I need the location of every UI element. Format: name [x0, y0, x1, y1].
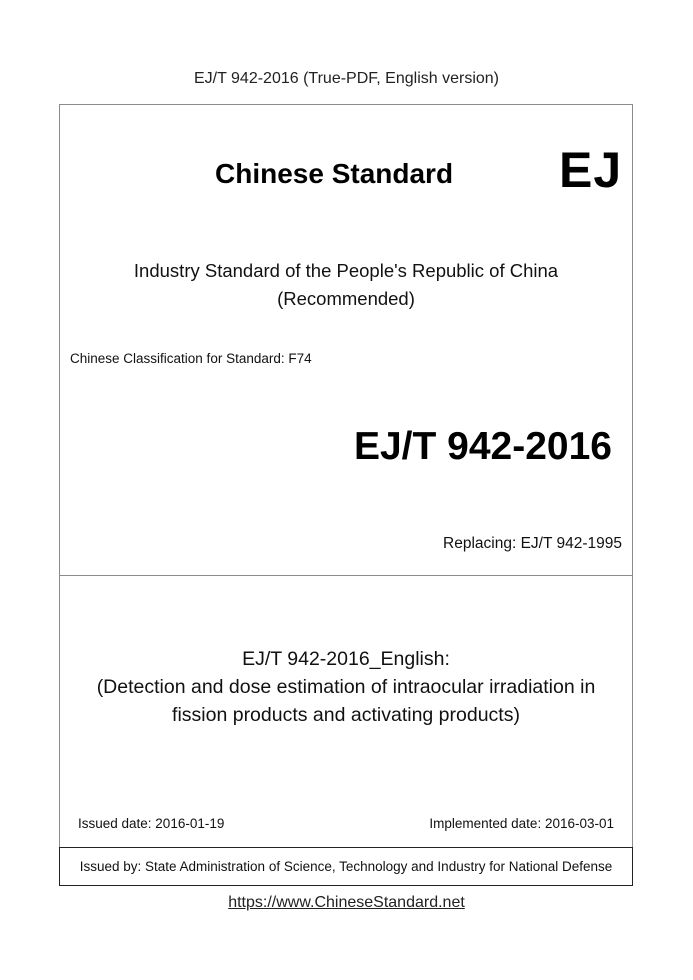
document-title — [60, 645, 632, 729]
industry-standard-text — [60, 257, 632, 313]
ej-mark: EJ — [559, 142, 623, 198]
issued-by-text: Issued by: State Administration of Science, Technology and Industry for National Defense — [79, 859, 613, 874]
page-header-title: EJ/T 942-2016 (True-PDF, English version) — [193, 70, 499, 87]
doc-title-line-2: (Detection and dose estimation of intraocular irradiation in — [96, 676, 596, 698]
replacing-text: Replacing: EJ/T 942-1995 — [443, 535, 622, 552]
website-link[interactable]: https://www.ChineseStandard.net — [228, 894, 465, 911]
chinese-standard-heading: Chinese Standard — [215, 158, 454, 189]
doc-title-line-3: fission products and activating products) — [172, 704, 520, 726]
industry-line-1: Industry Standard of the People's Republic of China — [133, 260, 559, 281]
classification-text: Chinese Classification for Standard: F74 — [70, 351, 312, 366]
industry-line-2: (Recommended) — [277, 288, 415, 309]
implemented-date: Implemented date: 2016-03-01 — [429, 816, 614, 831]
issued-date: Issued date: 2016-01-19 — [78, 816, 225, 831]
doc-title-line-1: EJ/T 942-2016_English: — [242, 648, 450, 670]
standard-number: EJ/T 942-2016 — [353, 425, 612, 468]
issued-by-box — [59, 847, 633, 886]
cover-frame — [59, 104, 633, 884]
cover-top-section — [60, 105, 632, 576]
